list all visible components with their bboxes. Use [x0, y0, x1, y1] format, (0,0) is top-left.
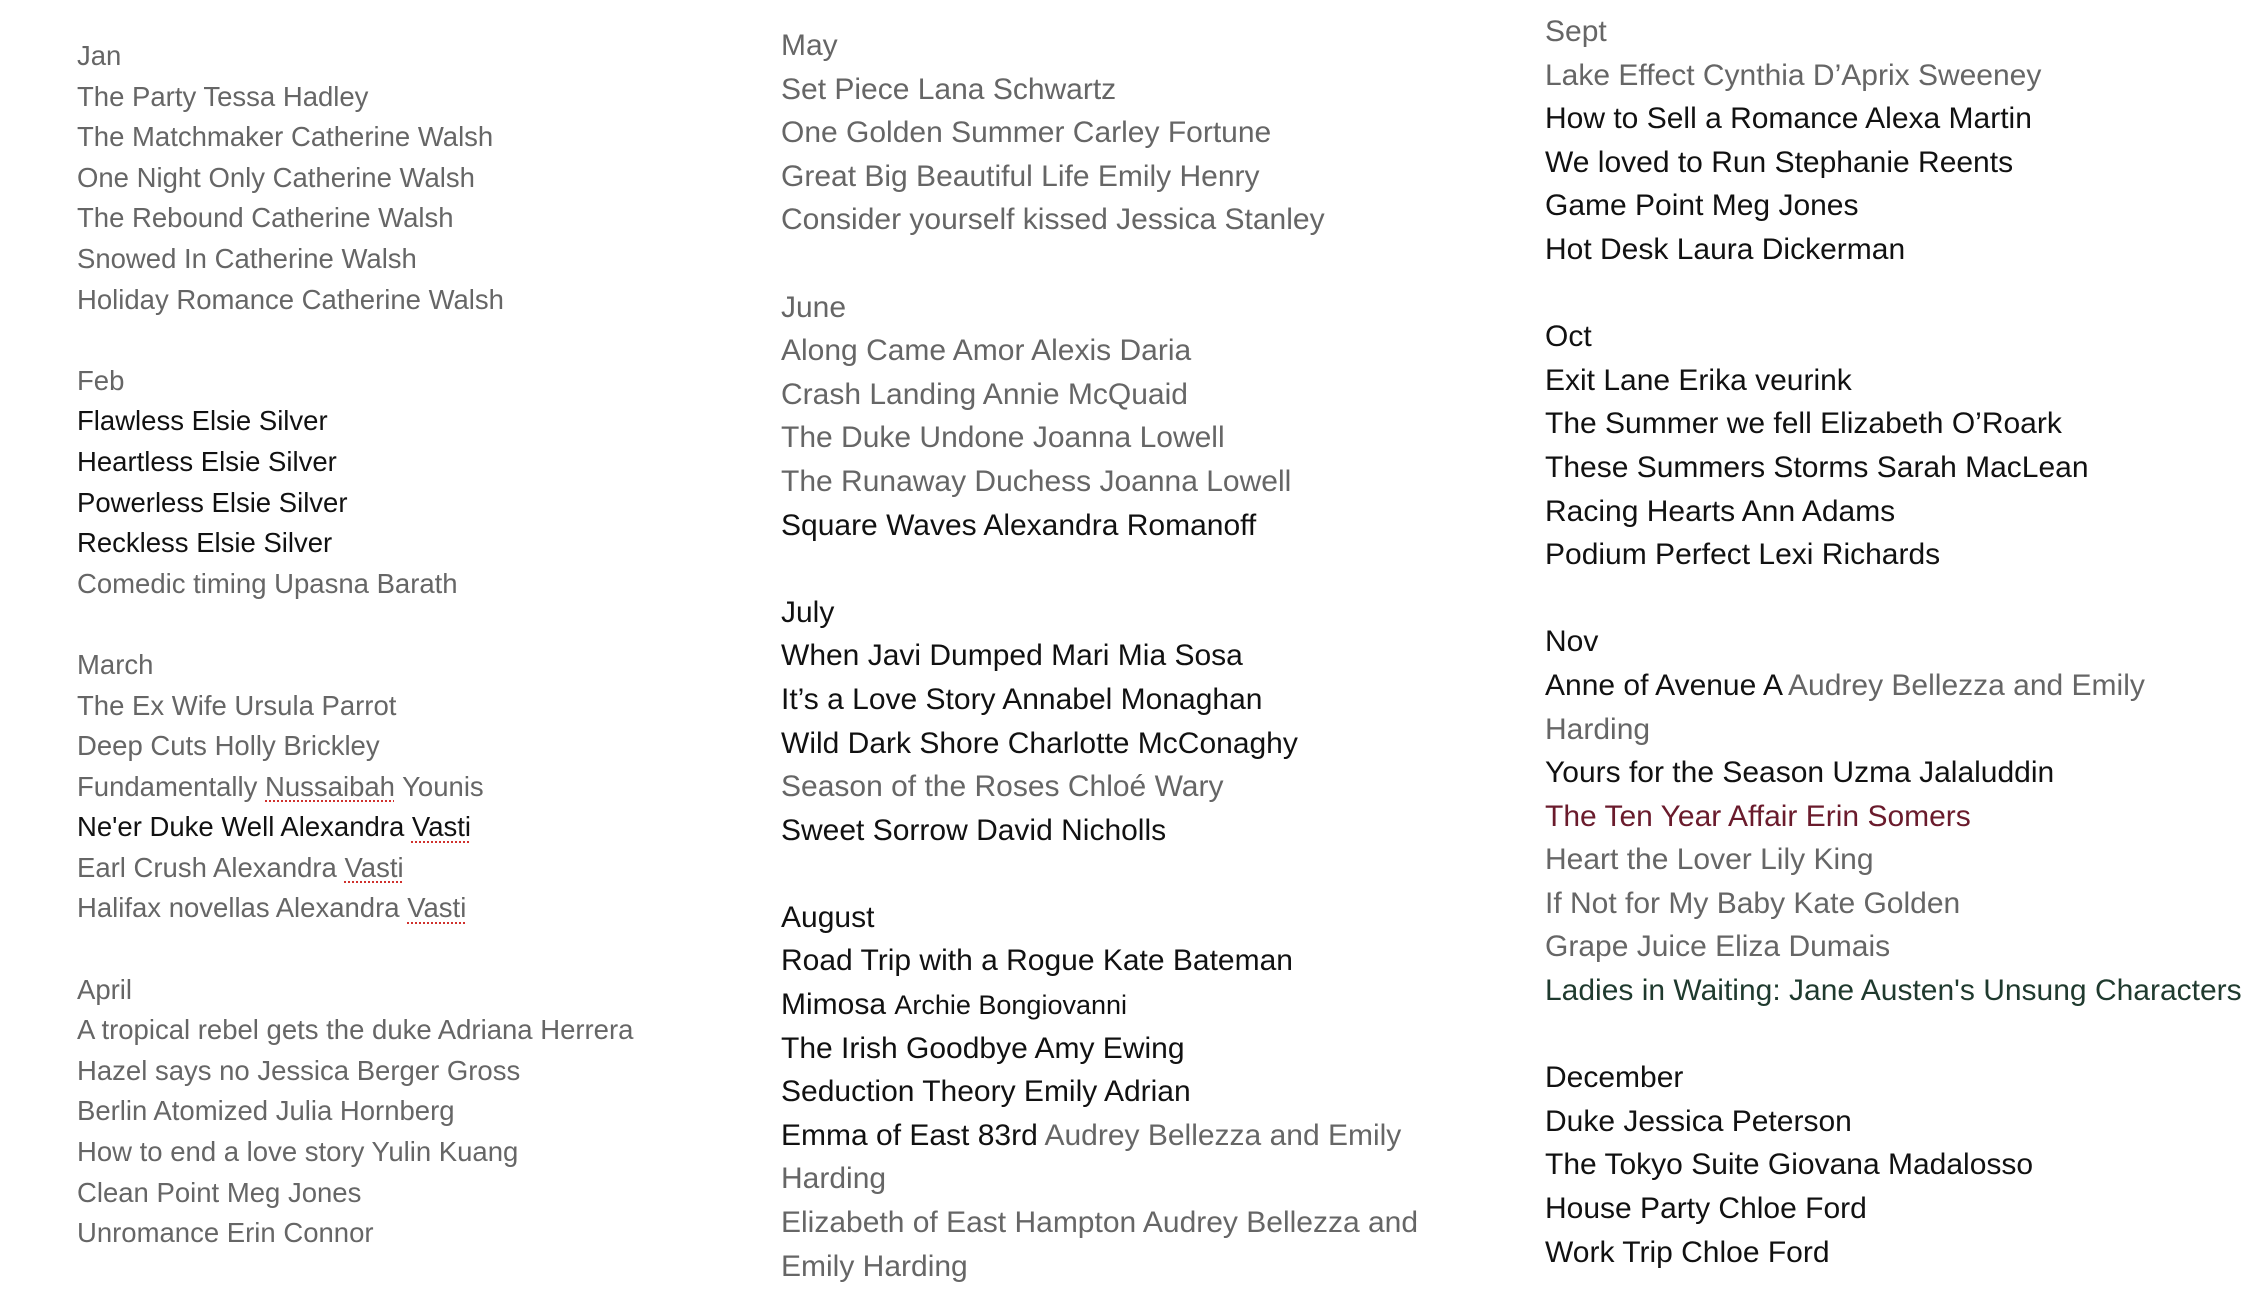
- book-entry: The Irish Goodbye Amy Ewing: [781, 1031, 1185, 1065]
- entry-text: Ne'er Duke Well Alexandra: [77, 811, 412, 843]
- book-entry: The Ten Year Affair Erin Somers: [1545, 799, 1971, 833]
- blank-line: [781, 852, 1481, 896]
- book-entry: Flawless Elsie Silver: [77, 405, 328, 437]
- book-entry: We loved to Run Stephanie Reents: [1545, 145, 2014, 179]
- book-entry: Deep Cuts Holly Brickley: [77, 730, 380, 762]
- month-heading-feb: Feb: [77, 364, 125, 396]
- book-entry: Season of the Roses Chloé Wary: [781, 770, 1224, 804]
- book-entry: [77, 888, 737, 929]
- entry-text: Mimosa: [781, 988, 895, 1022]
- blank-line: [77, 604, 737, 645]
- column-sep-dec: [1545, 10, 2260, 1274]
- book-entry: [781, 983, 1481, 1027]
- book-entry: It’s a Love Story Annabel Monaghan: [781, 682, 1263, 716]
- book-entry: When Javi Dumped Mari Mia Sosa: [781, 639, 1243, 673]
- book-entry: Along Came Amor Alexis Daria: [781, 334, 1192, 368]
- book-entry: Holiday Romance Catherine Walsh: [77, 283, 504, 315]
- book-entry: Square Waves Alexandra Romanoff: [781, 508, 1257, 542]
- book-entry: Duke Jessica Peterson: [1545, 1104, 1852, 1138]
- month-heading-december: December: [1545, 1061, 1684, 1095]
- book-entry: [77, 767, 737, 808]
- book-entry: One Golden Summer Carley Fortune: [781, 116, 1272, 150]
- book-entry: Great Big Beautiful Life Emily Henry: [781, 159, 1260, 193]
- book-entry: Exit Lane Erika veurink: [1545, 363, 1852, 397]
- misspelled-word[interactable]: Nussaibah: [265, 770, 395, 802]
- misspelled-word[interactable]: Vasti: [344, 851, 404, 883]
- book-entry: One Night Only Catherine Walsh: [77, 161, 475, 193]
- book-entry: The Rebound Catherine Walsh: [77, 202, 454, 234]
- book-entry: Yours for the Season Uzma Jalaluddin: [1545, 756, 2055, 790]
- month-heading-jan: Jan: [77, 40, 122, 71]
- book-entry: Seduction Theory Emily Adrian: [781, 1075, 1191, 1109]
- book-entry: Game Point Meg Jones: [1545, 189, 1859, 223]
- book-entry: Sweet Sorrow David Nicholls: [781, 813, 1167, 847]
- entry-author: Archie Bongiovanni: [894, 990, 1128, 1021]
- book-entry: Clean Point Meg Jones: [77, 1176, 362, 1208]
- blank-line: [1545, 272, 2260, 316]
- book-entry: Elizabeth of East Hampton Audrey Bellezza and: [781, 1206, 1419, 1240]
- month-heading-sept: Sept: [1545, 15, 1607, 48]
- month-heading-august: August: [781, 900, 875, 934]
- blank-line: [1545, 1013, 2260, 1057]
- month-heading-may: May: [781, 29, 838, 62]
- book-entry: These Summers Storms Sarah MacLean: [1545, 450, 2089, 484]
- book-entry: How to end a love story Yulin Kuang: [77, 1136, 519, 1168]
- book-entry: Grape Juice Eliza Dumais: [1545, 930, 1891, 964]
- book-entry: Ladies in Waiting: Jane Austen's Unsung Characters: [1545, 974, 2242, 1008]
- book-entry: How to Sell a Romance Alexa Martin: [1545, 102, 2032, 136]
- book-entry: Lake Effect Cynthia D’Aprix Sweeney: [1545, 58, 2042, 92]
- book-entry: [77, 807, 737, 848]
- book-entry: The Matchmaker Catherine Walsh: [77, 121, 494, 153]
- book-entry: Hot Desk Laura Dickerman: [1545, 232, 1906, 266]
- blank-line: [781, 547, 1481, 591]
- book-entry: [781, 1114, 1481, 1158]
- entry-text: Younis: [394, 770, 484, 802]
- book-entry: The Party Tessa Hadley: [77, 80, 369, 112]
- book-entry: Comedic timing Upasna Barath: [77, 567, 458, 599]
- book-entry-continued: Harding: [1545, 712, 1651, 746]
- book-entry: Unromance Erin Connor: [77, 1217, 374, 1249]
- book-entry: [1545, 664, 2260, 708]
- book-entry: Heartless Elsie Silver: [77, 445, 337, 477]
- entry-author: Audrey Bellezza and Emily: [1044, 1118, 1402, 1152]
- month-heading-nov: Nov: [1545, 625, 1599, 659]
- book-entry: The Duke Undone Joanna Lowell: [781, 421, 1225, 455]
- book-entry: House Party Chloe Ford: [1545, 1192, 1867, 1226]
- book-entry: [77, 848, 737, 889]
- book-entry: Hazel says no Jessica Berger Gross: [77, 1054, 521, 1086]
- entry-text: Emma of East 83rd: [781, 1118, 1045, 1152]
- entry-text: Anne of Avenue A: [1545, 668, 1789, 702]
- entry-text: Earl Crush Alexandra: [77, 851, 345, 883]
- book-entry: The Ex Wife Ursula Parrot: [77, 689, 397, 721]
- book-entry: Reckless Elsie Silver: [77, 527, 333, 559]
- book-entry-continued: Emily Harding: [781, 1249, 968, 1283]
- column-jan-apr: [77, 36, 737, 1254]
- book-entry: Podium Perfect Lexi Richards: [1545, 538, 1941, 572]
- book-entry: The Summer we fell Elizabeth O’Roark: [1545, 407, 2062, 441]
- book-entry: Heart the Lover Lily King: [1545, 843, 1874, 877]
- month-heading-april: April: [77, 973, 133, 1005]
- blank-line: [77, 320, 737, 361]
- blank-line: [1545, 577, 2260, 621]
- month-heading-july: July: [781, 595, 835, 629]
- book-entry: Road Trip with a Rogue Kate Bateman: [781, 944, 1293, 978]
- book-entry: Set Piece Lana Schwartz: [781, 72, 1117, 106]
- blank-line: [77, 929, 737, 970]
- month-heading-june: June: [781, 290, 847, 324]
- column-may-aug: [781, 24, 1481, 1288]
- misspelled-word[interactable]: Vasti: [407, 892, 467, 924]
- book-entry: Consider yourself kissed Jessica Stanley: [781, 203, 1325, 237]
- book-entry: Crash Landing Annie McQuaid: [781, 377, 1188, 411]
- book-entry: Snowed In Catherine Walsh: [77, 242, 417, 274]
- blank-line: [781, 242, 1481, 286]
- month-heading-march: March: [77, 648, 154, 680]
- book-entry: Work Trip Chloe Ford: [1545, 1235, 1830, 1269]
- entry-author: Audrey Bellezza and Emily: [1788, 668, 2145, 702]
- book-entry: The Runaway Duchess Joanna Lowell: [781, 464, 1292, 498]
- book-entry: Wild Dark Shore Charlotte McConaghy: [781, 726, 1298, 760]
- book-entry: Berlin Atomized Julia Hornberg: [77, 1095, 455, 1127]
- book-entry: Powerless Elsie Silver: [77, 486, 348, 518]
- book-entry: The Tokyo Suite Giovana Madalosso: [1545, 1148, 2034, 1182]
- book-entry: A tropical rebel gets the duke Adriana Herrera: [77, 1014, 634, 1046]
- book-entry: If Not for My Baby Kate Golden: [1545, 886, 1961, 920]
- book-entry: Racing Hearts Ann Adams: [1545, 494, 1896, 528]
- entry-text: Fundamentally: [77, 770, 266, 802]
- entry-text: Halifax novellas Alexandra: [77, 892, 408, 924]
- month-heading-oct: Oct: [1545, 320, 1592, 354]
- misspelled-word[interactable]: Vasti: [411, 811, 472, 843]
- book-entry-continued: Harding: [781, 1162, 887, 1196]
